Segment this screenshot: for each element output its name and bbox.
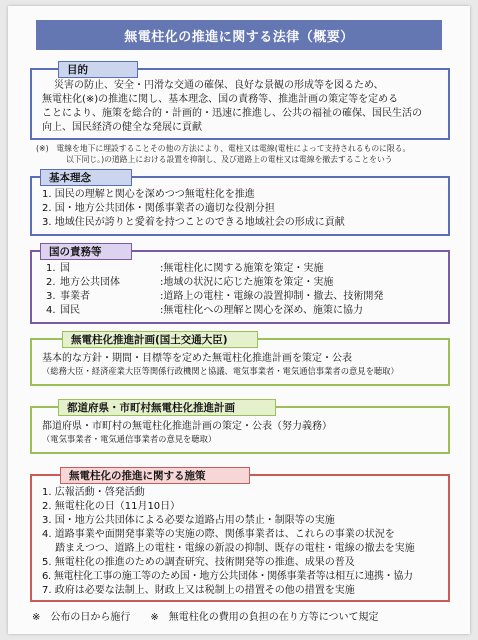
definition-note-line: 以下同じ。)の道路上における設置を抑制し、及び道路上の電柱又は電線を撤去することをいう	[66, 155, 393, 164]
purpose-box	[30, 63, 450, 140]
duties-box	[30, 245, 450, 324]
principle-item: 1. 国民の理解と関心を深めつつ無電柱化を推進	[42, 189, 255, 200]
duty-who: 国	[60, 263, 70, 274]
national-plan-text: 基本的な方針・期間・目標等を定めた無電柱化推進計画を策定・公表	[42, 353, 352, 364]
national-plan-subtext: （総務大臣・経済産業大臣等関係行政機関と協議、電気事業者・電気通信事業者の意見を聴取）	[42, 366, 399, 376]
measure-item: 5. 無電柱化の推進のための調査研究、技術開発等の推進、成果の普及	[42, 557, 355, 568]
national-plan-label: 無電柱化推進計画(国土交通大臣)	[62, 331, 258, 348]
principle-item: 2. 国・地方公共団体・関係事業者の適切な役割分担	[42, 203, 275, 214]
local-plan-text: 都道府県・市町村の無電柱化推進計画の策定・公表（努力義務）	[42, 421, 332, 432]
duty-num: 2.	[46, 277, 56, 288]
footer-note: ※ 公布の日から施行 ※ 無電柱化の費用の負担の在り方等について規定	[32, 612, 379, 623]
measure-item: 1. 広報活動・啓発活動	[42, 487, 145, 498]
duty-what: :道路上の電柱・電線の設置抑制・撤去、技術開発	[160, 291, 384, 302]
measure-item: 3. 国・地方公共団体による必要な道路占用の禁止・制限等の実施	[42, 515, 335, 526]
purpose-line: 災害の防止、安全・円滑な交通の確保、良好な景観の形成等を図るため、	[54, 80, 384, 91]
principle-item: 3. 地域住民が誇りと愛着を持つことのできる地域社会の形成に貢献	[42, 217, 345, 228]
page-title: 無電柱化の推進に関する法律（概要）	[36, 20, 442, 50]
measure-item: 6. 無電柱化工事の施工等のため国・地方公共団体・関係事業者等は相互に連携・協力	[42, 571, 413, 582]
national-plan-box	[30, 333, 450, 386]
duty-who: 国民	[60, 305, 80, 316]
purpose-line: 向上、国民経済の健全な発展に貢献	[42, 122, 202, 133]
duty-row	[46, 290, 448, 304]
purpose-line: ことにより、施策を総合的・計画的・迅速に推進し、公共の福祉の確保、国民生活の	[42, 108, 422, 119]
local-plan-label: 都道府県・市町村無電柱化推進計画	[58, 399, 276, 416]
duties-label: 国の責務等	[40, 243, 132, 260]
principles-box	[30, 171, 450, 236]
duty-num: 4.	[46, 305, 56, 316]
purpose-line: 無電柱化(※)の推進に関し、基本理念、国の責務等、推進計画の策定等を定める	[42, 94, 399, 105]
duty-row	[46, 262, 448, 276]
duty-who: 事業者	[60, 291, 90, 302]
definition-note-line: (※) 電線を地下に埋設することその他の方法により、電柱又は電線(電柱によって支持されるものに限る。	[36, 144, 411, 153]
duty-what: :無電柱化に関する施策を策定・実施	[160, 263, 324, 274]
measures-box	[30, 469, 450, 602]
document-page	[8, 6, 470, 634]
duty-num: 3.	[46, 291, 56, 302]
duty-num: 1.	[46, 263, 56, 274]
purpose-label: 目的	[58, 61, 138, 78]
duty-what: :無電柱化への理解と関心を深め、施策に協力	[160, 305, 363, 316]
principles-label: 基本理念	[40, 169, 132, 186]
measure-item: 2. 無電柱化の日（11月10日）	[42, 501, 181, 512]
duty-row	[46, 304, 448, 318]
measure-item: 踏まえつつ、道路上の電柱・電線の新設の抑制、既存の電柱・電線の撤去を実施	[42, 543, 415, 554]
duty-row	[46, 276, 448, 290]
local-plan-box	[30, 401, 450, 454]
measure-item: 7. 政府は必要な法制上、財政上又は税制上の措置その他の措置を実施	[42, 585, 355, 596]
measure-item: 4. 道路事業や面開発事業等の実施の際、関係事業者は、これらの事業の状況を	[42, 529, 395, 540]
duty-what: :地域の状況に応じた施策を策定・実施	[160, 277, 334, 288]
measures-label: 無電柱化の推進に関する施策	[60, 467, 250, 484]
duty-who: 地方公共団体	[60, 277, 120, 288]
local-plan-subtext: （電気事業者・電気通信事業者の意見を聴取）	[42, 434, 217, 444]
